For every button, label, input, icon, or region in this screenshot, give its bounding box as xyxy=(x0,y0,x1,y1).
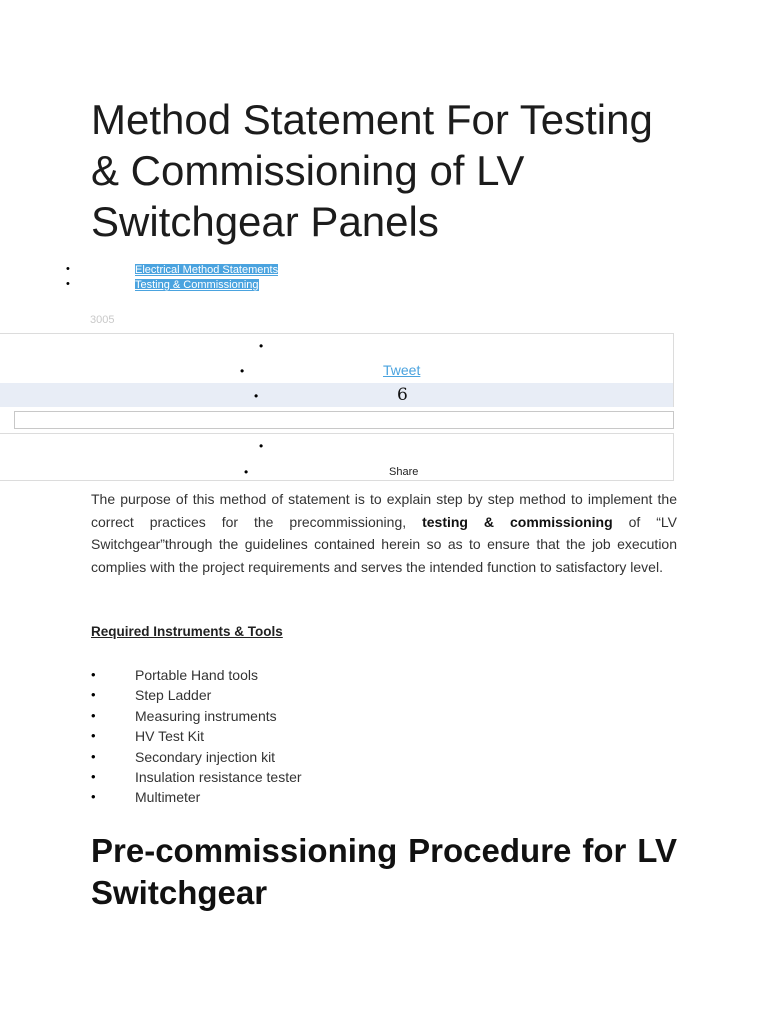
bullet-icon: • xyxy=(91,768,96,784)
tool-item xyxy=(0,665,700,685)
section-heading: Pre-commissioning Procedure for LV Switchgear xyxy=(91,832,677,911)
intro-paragraph xyxy=(91,488,677,578)
bullet-icon: • xyxy=(91,707,96,723)
tool-label: HV Test Kit xyxy=(135,728,204,745)
required-tools-heading: Required Instruments & Tools xyxy=(91,624,283,639)
tool-item xyxy=(0,726,700,746)
category-link-electrical-method-statements[interactable]: Electrical Method Statements xyxy=(135,264,279,276)
tool-label: Portable Hand tools xyxy=(135,667,258,683)
tool-label: Measuring instruments xyxy=(135,707,277,724)
share-widget-bottom xyxy=(0,433,674,481)
bullet-icon: • xyxy=(254,389,259,403)
bullet-icon: • xyxy=(91,667,96,682)
tool-item xyxy=(0,747,700,767)
intro-text-end: of “LV Switchgear”through the guidelines contained herein so as to ensure that the job execution complies with the project requirements and serves the intended function to satisfactory level. xyxy=(91,513,677,575)
share-button[interactable]: Share xyxy=(389,466,419,478)
intro-bold-text: testing & commissioning xyxy=(422,513,613,530)
bullet-icon: • xyxy=(91,789,96,805)
bullet-icon: • xyxy=(91,748,96,764)
bullet-icon: • • xyxy=(66,278,70,290)
category-list xyxy=(0,262,400,292)
tool-item xyxy=(0,787,700,807)
tweet-button[interactable]: Tweet xyxy=(383,362,421,378)
tool-label: Insulation resistance tester xyxy=(135,768,302,785)
tool-item xyxy=(0,767,700,787)
bullet-icon: • xyxy=(259,439,264,453)
bullet-icon: • xyxy=(259,339,264,353)
article-title: Method Statement For Testing & Commissioning of LV Switchgear Panels xyxy=(91,96,653,245)
tool-label: Step Ladder xyxy=(135,687,212,704)
bullet-icon: • xyxy=(240,364,245,378)
bullet-icon: • xyxy=(91,687,96,703)
share-row-highlight xyxy=(0,383,673,407)
bullet-icon: • • xyxy=(66,263,70,275)
category-item xyxy=(0,262,400,277)
category-item xyxy=(0,277,400,292)
share-widget-top xyxy=(0,333,674,407)
bullet-icon: • xyxy=(91,728,96,744)
tools-list xyxy=(0,665,700,808)
tool-item xyxy=(0,706,700,726)
category-link-testing-commissioning[interactable]: Testing & Commissioning xyxy=(135,279,259,291)
tool-label: Multimeter xyxy=(135,789,201,806)
tool-label: Secondary injection kit xyxy=(135,748,276,765)
tool-item xyxy=(0,685,700,705)
intro-text-start: The purpose of this method of statement is to explain step by step method to implement the correct practices for the precommissioning, xyxy=(91,491,677,530)
like-count[interactable]: 6 xyxy=(397,385,408,405)
view-count: 3005 xyxy=(90,314,115,326)
bullet-icon: • xyxy=(244,465,249,479)
share-widget-middle xyxy=(14,411,674,429)
